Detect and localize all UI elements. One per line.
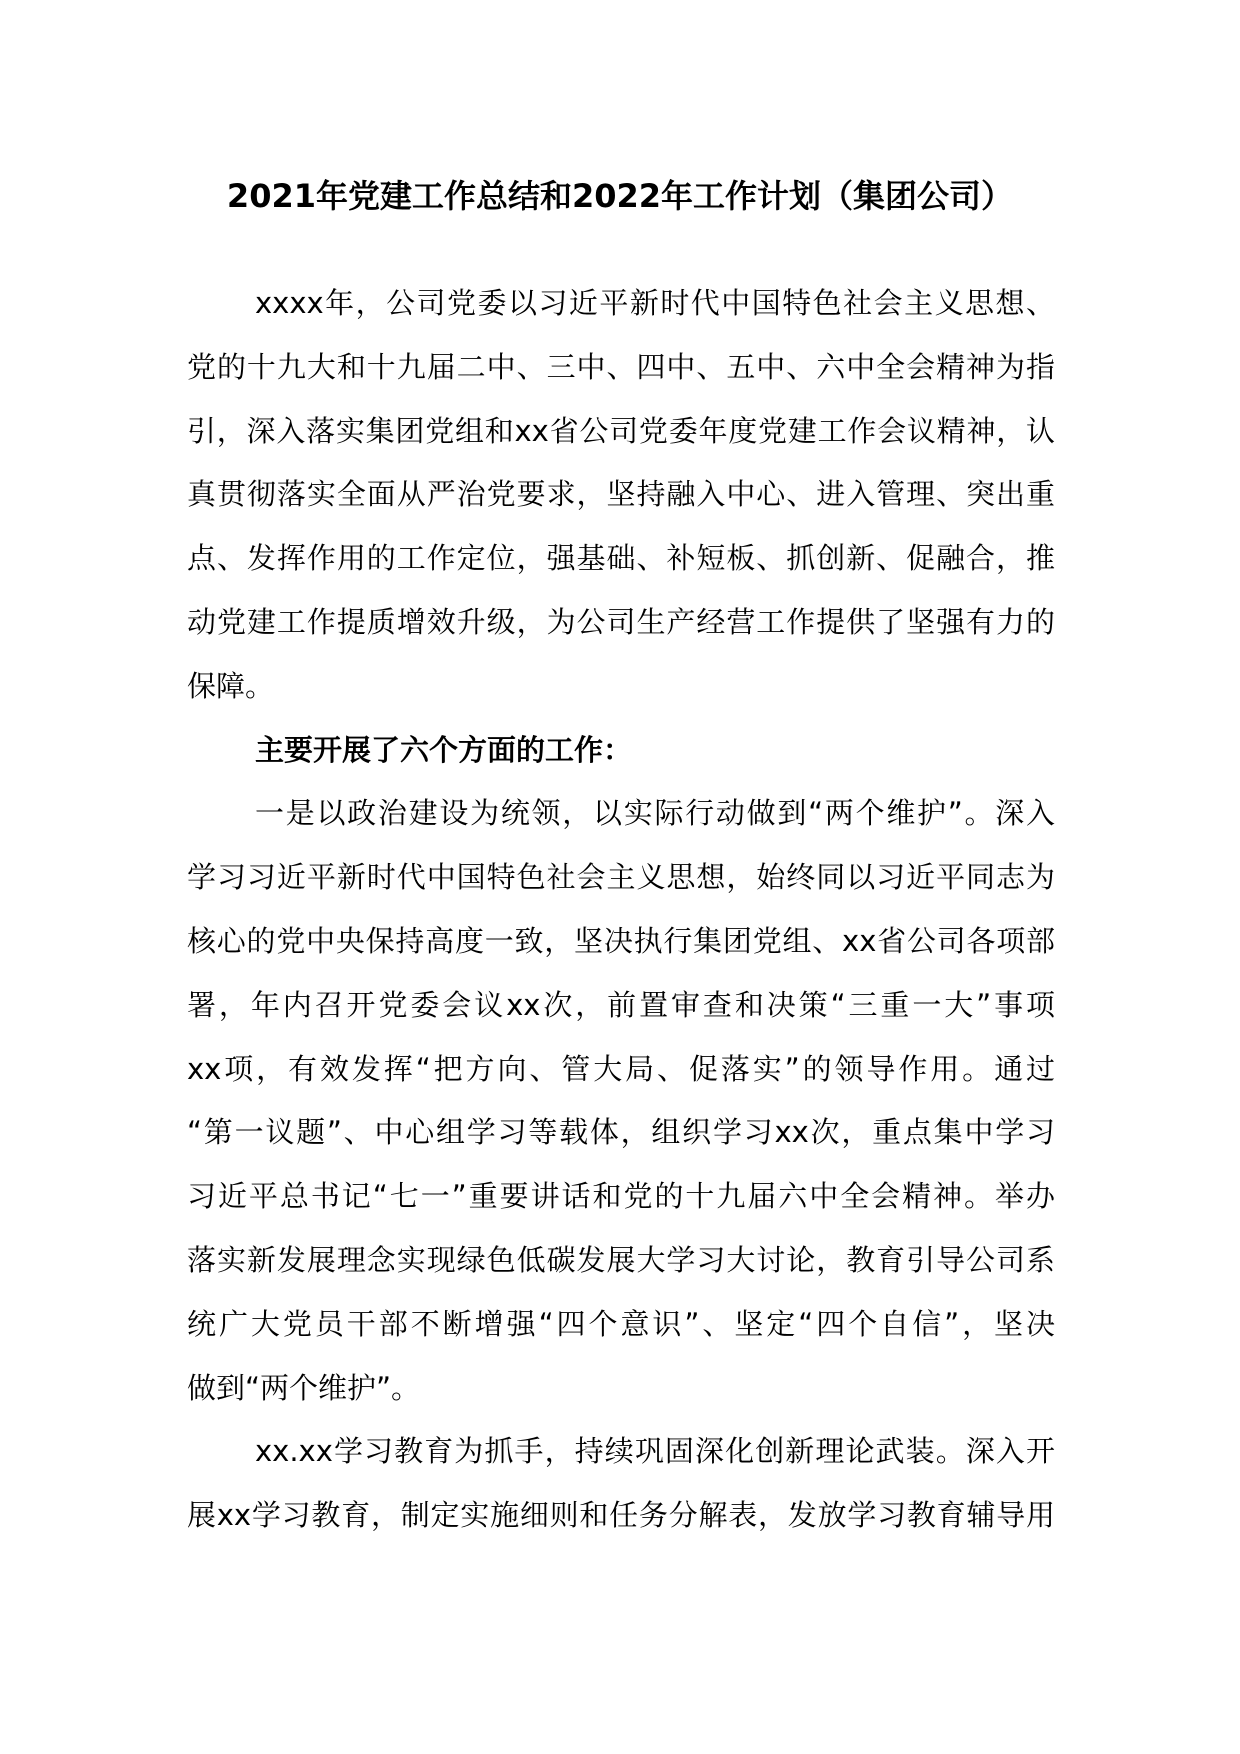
paragraph-line: 习近平总书记“七一”重要讲话和党的十九届六中全会精神。举办 — [187, 1179, 1055, 1214]
paragraph-line: 统广大党员干部不断增强“四个意识”、坚定“四个自信”，坚决 — [187, 1306, 1055, 1341]
paragraph-line: xx.xx学习教育为抓手，持续巩固深化创新理论武装。深入开 — [255, 1434, 1055, 1469]
paragraph-line: 党的十九大和十九届二中、三中、四中、五中、六中全会精神为指 — [187, 349, 1055, 384]
paragraph-line: 保障。 — [187, 668, 275, 703]
paragraph-line: 动党建工作提质增效升级，为公司生产经营工作提供了坚强有力的 — [187, 604, 1055, 639]
paragraph-line: 核心的党中央保持高度一致，坚决执行集团党组、xx省公司各项部 — [187, 923, 1055, 958]
paragraph-line: 真贯彻落实全面从严治党要求，坚持融入中心、进入管理、突出重 — [187, 477, 1055, 512]
paragraph-line: 引，深入落实集团党组和xx省公司党委年度党建工作会议精神，认 — [187, 413, 1055, 448]
paragraph-line: 点、发挥作用的工作定位，强基础、补短板、抓创新、促融合，推 — [187, 541, 1055, 576]
paragraph-line: xxxx年，公司党委以习近平新时代中国特色社会主义思想、 — [255, 286, 1055, 320]
paragraph-line: 一是以政治建设为统领，以实际行动做到“两个维护”。深入 — [255, 796, 1055, 831]
paragraph-line: 学习习近平新时代中国特色社会主义思想，始终同以习近平同志为 — [187, 860, 1055, 895]
document-body — [187, 272, 1055, 1548]
paragraph-line: 落实新发展理念实现绿色低碳发展大学习大讨论，教育引导公司系 — [187, 1242, 1055, 1277]
document-title: 2021年党建工作总结和2022年工作计划（集团公司） — [226, 177, 1014, 215]
paragraph-line: 做到“两个维护”。 — [187, 1370, 421, 1405]
paragraph-line: xx项，有效发挥“把方向、管大局、促落实”的领导作用。通过 — [187, 1051, 1055, 1086]
paragraph-line: “第一议题”、中心组学习等载体，组织学习xx次，重点集中学习 — [187, 1115, 1055, 1150]
paragraph-line: 展xx学习教育，制定实施细则和任务分解表，发放学习教育辅导用 — [187, 1498, 1055, 1533]
paragraph-line: 署，年内召开党委会议xx次，前置审查和决策“三重一大”事项 — [187, 987, 1055, 1022]
section-heading: 主要开展了六个方面的工作： — [255, 732, 633, 767]
